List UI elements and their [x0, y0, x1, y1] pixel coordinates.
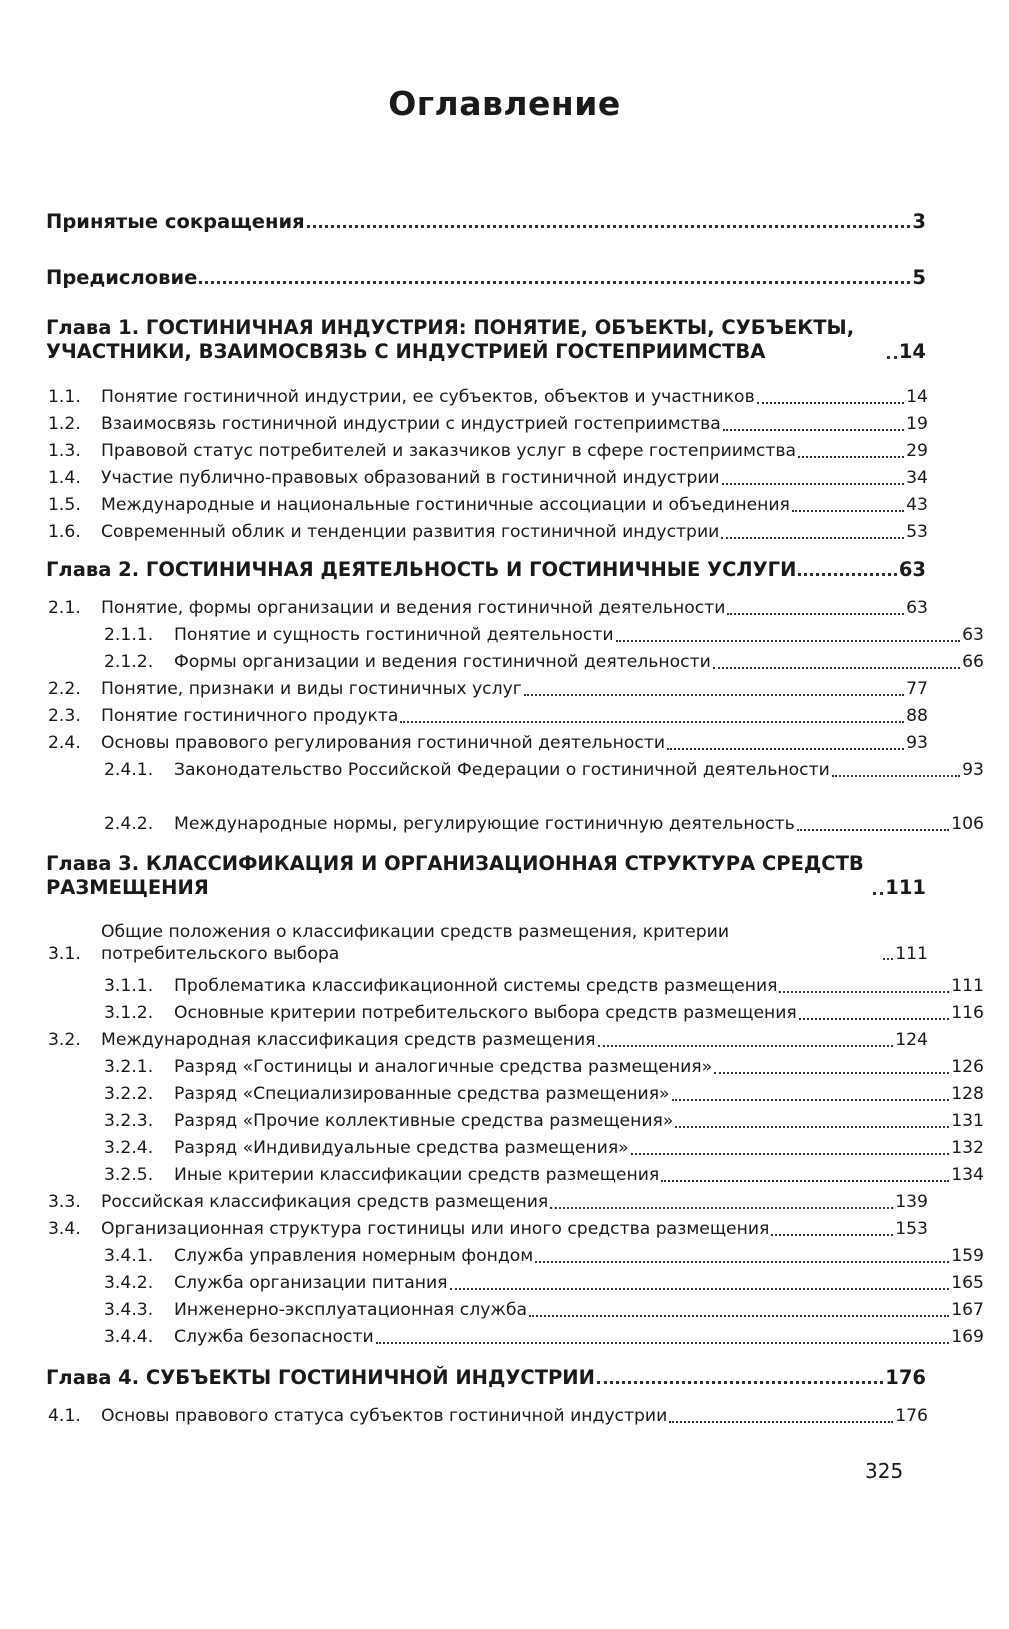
toc-page-number: 93: [906, 733, 928, 753]
toc-entry-number: 2.3.: [48, 706, 81, 726]
toc-entry-title: Основы правового регулирования гостиничной деятельности: [101, 733, 666, 753]
toc-entry-number: 3.1.: [48, 943, 81, 964]
toc-entry: [48, 1138, 984, 1160]
toc-entry: [48, 495, 928, 517]
toc-entry: [48, 1030, 928, 1052]
toc-entry-title: Глава 2. ГОСТИНИЧНАЯ ДЕЯТЕЛЬНОСТЬ И ГОСТИНИЧНЫЕ УСЛУГИ: [46, 558, 797, 581]
toc-page-number: 111: [895, 943, 928, 964]
toc-entry-title: Инженерно-эксплуатационная служба: [174, 1300, 527, 1320]
toc-page-number: 3: [912, 210, 926, 233]
dot-leader: [727, 613, 904, 615]
toc-entry: [48, 1165, 984, 1187]
toc-entry-number: 1.5.: [48, 495, 81, 515]
toc-entry: [48, 468, 928, 490]
toc-entry-title: Разряд «Гостиницы и аналогичные средства размещения»: [174, 1057, 713, 1077]
toc-entry-number: 2.1.1.: [104, 625, 154, 645]
dot-leader: [667, 748, 904, 750]
dot-leader: [798, 456, 904, 458]
toc-page-number: 176: [885, 1366, 926, 1389]
dot-leader: [779, 991, 949, 993]
toc-page-number: 132: [951, 1138, 984, 1158]
toc-entry-number: 1.4.: [48, 468, 81, 488]
toc-entry-number: 2.4.: [48, 733, 81, 753]
toc-entry-number: 3.2.: [48, 1030, 81, 1050]
toc-page-number: 124: [895, 1030, 928, 1050]
toc-entry: [48, 1246, 984, 1268]
dot-leader: [873, 892, 883, 895]
toc-entry: [48, 760, 984, 782]
toc-entry-title: Служба организации питания: [174, 1273, 448, 1293]
dot-leader: [661, 1180, 949, 1182]
toc-chapter: [46, 558, 926, 582]
toc-entry-number: 3.4.3.: [104, 1300, 154, 1320]
toc-page-number: 14: [906, 387, 928, 407]
toc-page-number: 139: [895, 1192, 928, 1212]
toc-page-number: 153: [895, 1219, 928, 1239]
toc-page-number: 53: [906, 522, 928, 542]
toc-entry-title: Разряд «Индивидуальные средства размещения»: [174, 1138, 629, 1158]
dot-leader: [376, 1342, 950, 1344]
toc-entry-number: 3.2.2.: [104, 1084, 154, 1104]
toc-page-number: 43: [906, 495, 928, 515]
toc-page-number: 63: [898, 558, 926, 581]
dot-leader: [799, 1018, 949, 1020]
dot-leader: [529, 1315, 949, 1317]
toc-entry-title: Разряд «Прочие коллективные средства размещения»: [174, 1111, 674, 1131]
toc-entry: [48, 1084, 984, 1106]
toc-entry: [48, 598, 928, 620]
toc-entry-number: 2.1.: [48, 598, 81, 618]
dot-leader: [722, 483, 905, 485]
dot-leader: [524, 694, 904, 696]
toc-page-number: 167: [951, 1300, 984, 1320]
dot-leader: [887, 356, 897, 359]
dot-leader: [199, 281, 910, 284]
toc-entry: [48, 1219, 928, 1241]
dot-leader: [883, 958, 893, 960]
toc-page-number: 176: [895, 1406, 928, 1426]
toc-page-number: 126: [951, 1057, 984, 1077]
toc-entry-title: Основы правового статуса субъектов гостиничной индустрии: [101, 1406, 668, 1426]
toc-entry-title: Понятие и сущность гостиничной деятельности: [174, 625, 614, 645]
toc-entry-title: Международная классификация средств размещения: [101, 1030, 596, 1050]
toc-entry-title: Организационная структура гостиницы или иного средства размещения: [101, 1219, 770, 1239]
dot-leader: [675, 1126, 949, 1128]
toc-page-number: 63: [962, 625, 984, 645]
toc-page-number: 63: [906, 598, 928, 618]
toc-entry-number: 3.1.2.: [104, 1003, 154, 1023]
dot-leader: [723, 429, 904, 431]
dot-leader: [798, 573, 896, 576]
toc-entry: [48, 679, 928, 701]
toc-page-number: 19: [906, 414, 928, 434]
toc-entry-title: Глава 3. КЛАССИФИКАЦИЯ И ОРГАНИЗАЦИОННАЯ СТРУКТУРА СРЕДСТВ РАЗМЕЩЕНИЯ: [46, 852, 864, 900]
toc-entry-number: 3.2.4.: [104, 1138, 154, 1158]
toc-entry-number: 1.3.: [48, 441, 81, 461]
toc-page-number: 111: [885, 876, 926, 900]
toc-entry-title: Понятие, признаки и виды гостиничных услуг: [101, 679, 522, 699]
dot-leader: [669, 1421, 893, 1423]
dot-leader: [535, 1261, 949, 1263]
dot-leader: [597, 1381, 883, 1384]
toc-entry-number: 2.2.: [48, 679, 81, 699]
toc-entry-number: 3.4.2.: [104, 1273, 154, 1293]
toc-entry-number: 1.1.: [48, 387, 81, 407]
dot-leader: [598, 1045, 894, 1047]
toc-entry-number: 3.4.: [48, 1219, 81, 1239]
toc-entry-number: 3.3.: [48, 1192, 81, 1212]
toc-page-number: 5: [912, 266, 926, 289]
dot-leader: [832, 775, 960, 777]
dot-leader: [307, 225, 911, 228]
toc-page-number: 116: [951, 1003, 984, 1023]
toc-entry: [48, 1003, 984, 1025]
toc-entry: [48, 441, 928, 463]
toc-entry-title: Служба управления номерным фондом: [174, 1246, 534, 1266]
toc-chapter: [46, 266, 926, 290]
dot-leader: [400, 721, 904, 723]
toc-page-number: 66: [962, 652, 984, 672]
dot-leader: [631, 1153, 949, 1155]
toc-entry-title: Российская классификация средств размещения: [101, 1192, 549, 1212]
toc-entry: [48, 922, 928, 965]
toc-entry-title: Законодательство Российской Федерации о гостиничной деятельности: [174, 760, 830, 780]
toc-entry: [48, 652, 984, 674]
dot-leader: [616, 640, 961, 642]
toc-entry: [48, 733, 928, 755]
toc-entry: [48, 814, 984, 836]
toc-entry: [48, 625, 984, 647]
dot-leader: [672, 1099, 950, 1101]
toc-entry-title: Правовой статус потребителей и заказчиков услуг в сфере гостеприимства: [101, 441, 797, 461]
toc-entry-title: Основные критерии потребительского выбора средств размещения: [174, 1003, 797, 1023]
dot-leader: [721, 537, 904, 539]
toc-chapter: [46, 1366, 926, 1390]
dot-leader: [713, 667, 960, 669]
toc-entry-title: Служба безопасности: [174, 1327, 374, 1347]
toc-entry-title: Взаимосвязь гостиничной индустрии с индустрией гостеприимства: [101, 414, 721, 434]
toc-entry-title: Общие положения о классификации средств размещения, критерии потребительского выбора: [101, 922, 730, 964]
toc-entry-number: 3.1.1.: [104, 976, 154, 996]
toc-entry-title: Проблематика классификационной системы средств размещения: [174, 976, 778, 996]
toc-entry-title: Участие публично-правовых образований в гостиничной индустрии: [101, 468, 720, 488]
toc-entry-title: Понятие гостиничной индустрии, ее субъектов, объектов и участников: [101, 387, 755, 407]
toc-entry-title: Международные и национальные гостиничные ассоциации и объединения: [101, 495, 790, 515]
toc-entry: [48, 976, 984, 998]
page-number: 325: [865, 1459, 904, 1483]
toc-page-number: 128: [951, 1084, 984, 1104]
toc-entry-title: Международные нормы, регулирующие гостиничную деятельность: [174, 814, 795, 834]
toc-chapter: [46, 210, 926, 234]
toc-page-number: 88: [906, 706, 928, 726]
toc-page-number: 165: [951, 1273, 984, 1293]
dot-leader: [757, 402, 904, 404]
toc-page-number: 34: [906, 468, 928, 488]
toc-entry-number: 3.2.1.: [104, 1057, 154, 1077]
toc-entry: [48, 387, 928, 409]
toc-entry: [48, 1192, 928, 1214]
toc-page-number: 93: [962, 760, 984, 780]
toc-entry-number: 3.2.5.: [104, 1165, 154, 1185]
toc-entry-number: 1.2.: [48, 414, 81, 434]
dot-leader: [714, 1072, 949, 1074]
toc-entry: [48, 706, 928, 728]
toc-entry-title: Разряд «Специализированные средства размещения»: [174, 1084, 670, 1104]
toc-entry-title: Глава 4. СУБЪЕКТЫ ГОСТИНИЧНОЙ ИНДУСТРИИ: [46, 1366, 595, 1389]
toc-page-number: 106: [951, 814, 984, 834]
toc-entry-number: 1.6.: [48, 522, 81, 542]
toc-entry: [48, 1327, 984, 1349]
toc-page-number: 134: [951, 1165, 984, 1185]
toc-entry-title: Формы организации и ведения гостиничной деятельности: [174, 652, 711, 672]
toc-entry-title: Понятие, формы организации и ведения гостиничной деятельности: [101, 598, 726, 618]
toc-entry-number: 3.4.4.: [104, 1327, 154, 1347]
toc-page-number: 169: [951, 1327, 984, 1347]
toc-page-number: 111: [951, 976, 984, 996]
toc-entry: [48, 1300, 984, 1322]
toc-page-number: 14: [898, 340, 926, 364]
toc-page-number: 29: [906, 441, 928, 461]
toc-entry-number: 2.4.2.: [104, 814, 154, 834]
toc-entry-number: 3.2.3.: [104, 1111, 154, 1131]
dot-leader: [797, 829, 949, 831]
toc-entry-number: 2.4.1.: [104, 760, 154, 780]
toc-page-number: 159: [951, 1246, 984, 1266]
toc-entry-number: 2.1.2.: [104, 652, 154, 672]
toc-entry-number: 4.1.: [48, 1406, 81, 1426]
toc-entry-title: Современный облик и тенденции развития гостиничной индустрии: [101, 522, 720, 542]
toc-entry-title: Иные критерии классификации средств размещения: [174, 1165, 660, 1185]
toc-entry: [48, 414, 928, 436]
toc-entry: [48, 1057, 984, 1079]
toc-page-number: 131: [951, 1111, 984, 1131]
toc-chapter: [46, 852, 926, 901]
toc-entry-number: 3.4.1.: [104, 1246, 154, 1266]
dot-leader: [771, 1234, 893, 1236]
toc-chapter: [46, 316, 926, 365]
dot-leader: [450, 1288, 950, 1290]
dot-leader: [792, 510, 904, 512]
toc-entry-title: Глава 1. ГОСТИНИЧНАЯ ИНДУСТРИЯ: ПОНЯТИЕ, ОБЪЕКТЫ, СУБЪЕКТЫ, УЧАСТНИКИ, ВЗАИМОСВЯЗЬ С ИНДУСТРИЕЙ ГОСТЕПРИИМСТВА: [46, 316, 855, 364]
dot-leader: [550, 1207, 893, 1209]
toc-page-number: 77: [906, 679, 928, 699]
toc-entry: [48, 1111, 984, 1133]
toc-entry: [48, 1406, 928, 1428]
toc-entry: [48, 1273, 984, 1295]
page-title: Оглавление: [388, 84, 621, 123]
toc-entry-title: Предисловие: [46, 266, 198, 289]
toc-entry-title: Понятие гостиничного продукта: [101, 706, 399, 726]
toc-entry-title: Принятые сокращения: [46, 210, 305, 233]
toc-entry: [48, 522, 928, 544]
